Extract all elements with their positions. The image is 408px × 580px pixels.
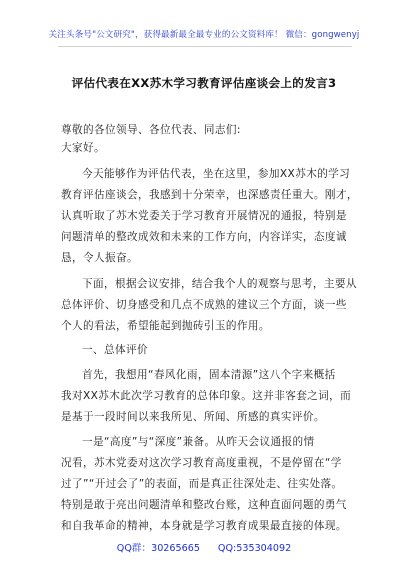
salutation: 尊敬的各位领导、各位代表、同志们: [61, 124, 241, 136]
document-title: 评估代表在XX苏木学习教育评估座谈会上的发言3 [71, 76, 337, 90]
paragraph-line: 问题清单的整改成效和未来的工作方向，内容详实，态度诚 [61, 231, 347, 243]
header-note: 关注头条号"公文研究"，获得最新最全最专业的公文资料库！ 微信：gongwenyj [48, 30, 360, 40]
paragraph-line: 认真听取了苏木党委关于学习教育开展情况的通报，特别是 [61, 210, 347, 222]
paragraph-line: 今天能够作为评估代表，坐在这里，参加XX苏木的学习 [82, 168, 351, 180]
footer-contact [0, 540, 408, 554]
paragraph-line: 首先，我想用“春风化雨，固本清源”这八个字来概括 [82, 369, 336, 381]
paragraph-line: 恳，令人振奋。 [61, 252, 138, 264]
paragraph-line: 总体评价、切身感受和几点不成熟的建议三个方面，谈一些 [61, 299, 347, 311]
paragraph-line: 下面，根据会议安排，结合我个人的观察与思考，主要从 [82, 278, 357, 290]
footer-qq: QQ:535304092 [217, 543, 292, 554]
paragraph-line: 教育评估座谈会，我感到十分荣幸，也深感责任重大。刚才， [61, 189, 358, 201]
footer-qq-group: QQ群：30265665 [116, 543, 200, 554]
paragraph-line: 过了”“开过会了”的表面，而是真正往深处走、往实处落。 [61, 478, 343, 490]
header-divider [58, 46, 352, 47]
paragraph-line: 是基于一段时间以来我所见、所闻、所感的真实评价。 [61, 411, 325, 423]
paragraph-line: 一是“高度”与“深度”兼备。从昨天会议通报的情 [82, 436, 315, 448]
paragraph-line: 况看，苏木党委对这次学习教育高度重视，不是停留在“学 [61, 457, 342, 469]
greeting: 大家好。 [61, 142, 105, 154]
paragraph-line: 和自我革命的精神，本身就是学习教育成果最直接的体现。 [61, 520, 347, 532]
section-heading: 一、总体评价 [82, 344, 148, 356]
paragraph-line: 个人的看法，希望能起到抛砖引玉的作用。 [61, 320, 270, 332]
paragraph-line: 特别是敢于亮出问题清单和整改台账，这种直面问题的勇气 [61, 499, 347, 511]
paragraph-line: 我对XX苏木此次学习教育的总体印象。这并非客套之词，而 [61, 390, 352, 402]
